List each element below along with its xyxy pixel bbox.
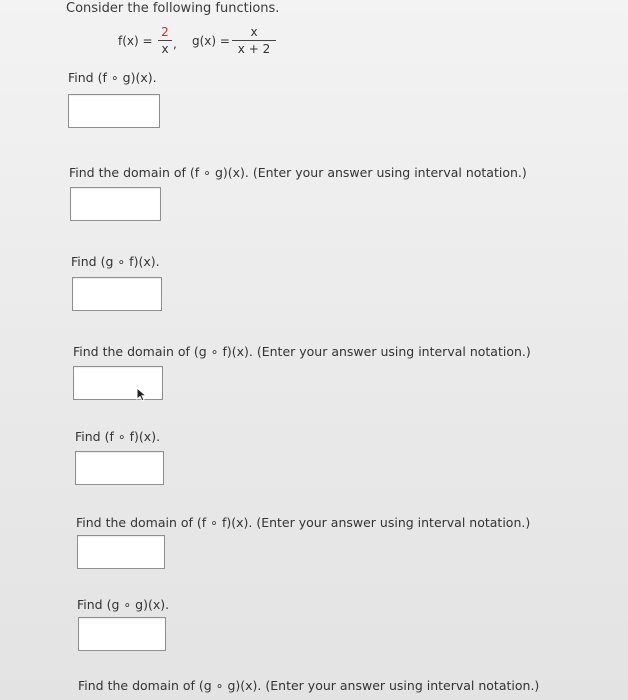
question-suffix: (Enter your answer using interval notation.): [261, 678, 540, 693]
question-find-fog: [68, 70, 157, 85]
g-lhs: g(x) =: [192, 34, 230, 48]
g-denominator: x + 2: [237, 42, 271, 56]
question-domain-gog: [78, 678, 539, 693]
question-expression: (f ∘ f)(x).: [104, 429, 161, 444]
question-expression: (g ∘ g)(x).: [106, 597, 170, 612]
answer-box-fof[interactable]: [75, 451, 164, 485]
question-suffix: (Enter your answer using interval notation.): [248, 165, 527, 180]
f-fraction-bar: [158, 40, 172, 41]
f-lhs: f(x) =: [118, 34, 153, 48]
mouse-pointer-icon: [135, 387, 149, 403]
question-domain-fof: [76, 515, 530, 530]
question-find-gog: [77, 597, 169, 612]
answer-box-gof[interactable]: [72, 277, 162, 311]
question-suffix: (Enter your answer using interval notation.): [252, 344, 531, 359]
f-fraction: [158, 25, 172, 56]
separator-comma: ,: [173, 37, 177, 51]
question-expression: (g ∘ g)(x).: [198, 678, 262, 693]
question-prefix: Find the domain of: [76, 515, 197, 530]
question-expression: (f ∘ f)(x).: [196, 515, 253, 530]
answer-box-gog[interactable]: [78, 617, 166, 651]
answer-box-domain-fog[interactable]: [70, 187, 161, 221]
question-expression: (g ∘ f)(x).: [193, 344, 253, 359]
question-find-gof: [71, 254, 160, 269]
f-numerator: 2: [161, 25, 169, 39]
g-numerator: x: [250, 25, 258, 39]
question-expression: (f ∘ g)(x).: [97, 70, 157, 85]
question-prefix: Find the domain of: [73, 344, 194, 359]
answer-box-domain-gof[interactable]: [73, 366, 163, 400]
question-prefix: Find the domain of: [69, 165, 190, 180]
answer-box-domain-fof[interactable]: [77, 535, 165, 569]
question-find-fof: [75, 429, 160, 444]
question-domain-fog: [69, 165, 527, 180]
question-prefix: Find the domain of: [78, 678, 199, 693]
problem-intro: Consider the following functions.: [66, 1, 280, 16]
answer-box-fog[interactable]: [68, 94, 160, 128]
question-expression: (f ∘ g)(x).: [189, 165, 249, 180]
question-domain-gof: [73, 344, 531, 359]
g-fraction-bar: [232, 40, 276, 41]
f-denominator: x: [161, 42, 169, 56]
question-prefix: Find: [77, 597, 107, 612]
g-fraction: [232, 25, 276, 56]
question-expression: (g ∘ f)(x).: [100, 254, 160, 269]
question-suffix: (Enter your answer using interval notation.): [252, 515, 531, 530]
question-prefix: Find: [71, 254, 101, 269]
question-prefix: Find: [75, 429, 105, 444]
question-prefix: Find: [68, 70, 98, 85]
